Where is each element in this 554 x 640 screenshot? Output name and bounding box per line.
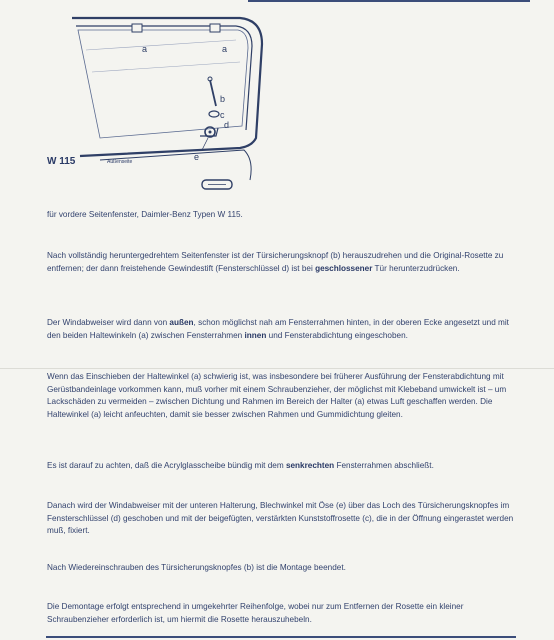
retaining-clip-a2 (210, 24, 220, 32)
paragraph-step5: Danach wird der Windabweiser mit der unteren Halterung, Blechwinkel mit Öse (e) über das Loch des Türsicherungsknopfes im Fensterschlüssel (d) geschoben und mit der beigefügten, verstärkten Kunststoffrosette (c), die in der Öffnung eingerastet werden muß, fixiert. (47, 501, 514, 535)
paragraph-step2: Der Windabweiser wird dann von außen, schon möglichst nah am Fensterrahmen hinten, in der oberen Ecke angesetzt und mit den beiden Haltewinkeln (a) zwischen Fensterrahmen innen und Fensterabdichtung eingeschoben. (47, 318, 509, 340)
label-d: d (224, 120, 230, 130)
outside-label: Außenseite (107, 159, 133, 165)
label-a2: a (222, 44, 228, 54)
door-diagram (40, 10, 270, 200)
door-frame-inner (76, 26, 252, 130)
paragraph-step7: Die Demontage erfolgt entsprechend in umgekehrter Reihenfolge, wobei nur zum Entfernen der Rosette ein kleiner Schraubenzieher erforderlich ist, um hiermit die Rosette herauszuhebeln. (47, 602, 464, 624)
label-e: e (194, 152, 200, 162)
top-rule (248, 0, 530, 2)
intro-paragraph: für vordere Seitenfenster, Daimler-Benz Typen W 115. (47, 210, 243, 219)
paragraph-step4: Es ist darauf zu achten, daß die Acrylglasscheibe bündig mit dem senkrechten Fensterrahmen abschließt. (47, 461, 434, 470)
door-frame-outer (72, 18, 262, 156)
retaining-clip-a1 (132, 24, 142, 32)
label-b: b (220, 94, 226, 104)
bottom-rule (46, 636, 516, 638)
rosette-c (209, 111, 219, 117)
lock-knob-b (210, 80, 216, 106)
fold-line (0, 368, 554, 369)
paragraph-step6: Nach Wiedereinschrauben des Türsicherungsknopfes (b) ist die Montage beendet. (47, 563, 346, 572)
label-a1: a (142, 44, 148, 54)
model-label: W 115 (47, 156, 76, 167)
label-c: c (220, 110, 225, 120)
paragraph-step3: Wenn das Einschieben der Haltewinkel (a) schwierig ist, was insbesondere bei früherer Ausführung der Fensterabdichtung mit Gerüstbandeinlage vorkommen kann, muß vorher mit einem Schraubenzieher, der möglichst mit Klebeband umwickelt ist – um Lackschäden zu vermeiden – zwischen Dichtung und Rahmen im Bereich der Halter (a) etwas Luft geschaffen werden. Die Haltewinkel (a) leicht anfeuchten, damit sie besser zwischen Rahmen und Gummidichtung gleiten. (47, 372, 507, 419)
paragraph-step1: Nach vollständig heruntergedrehtem Seitenfenster ist der Türsicherungsknopf (b) herauszudrehen und die Original-Rosette zu entfernen; der dann freistehende Gewindestift (Fensterschlüssel d) ist bei geschlossener Tür herunterzudrücken. (47, 251, 504, 273)
